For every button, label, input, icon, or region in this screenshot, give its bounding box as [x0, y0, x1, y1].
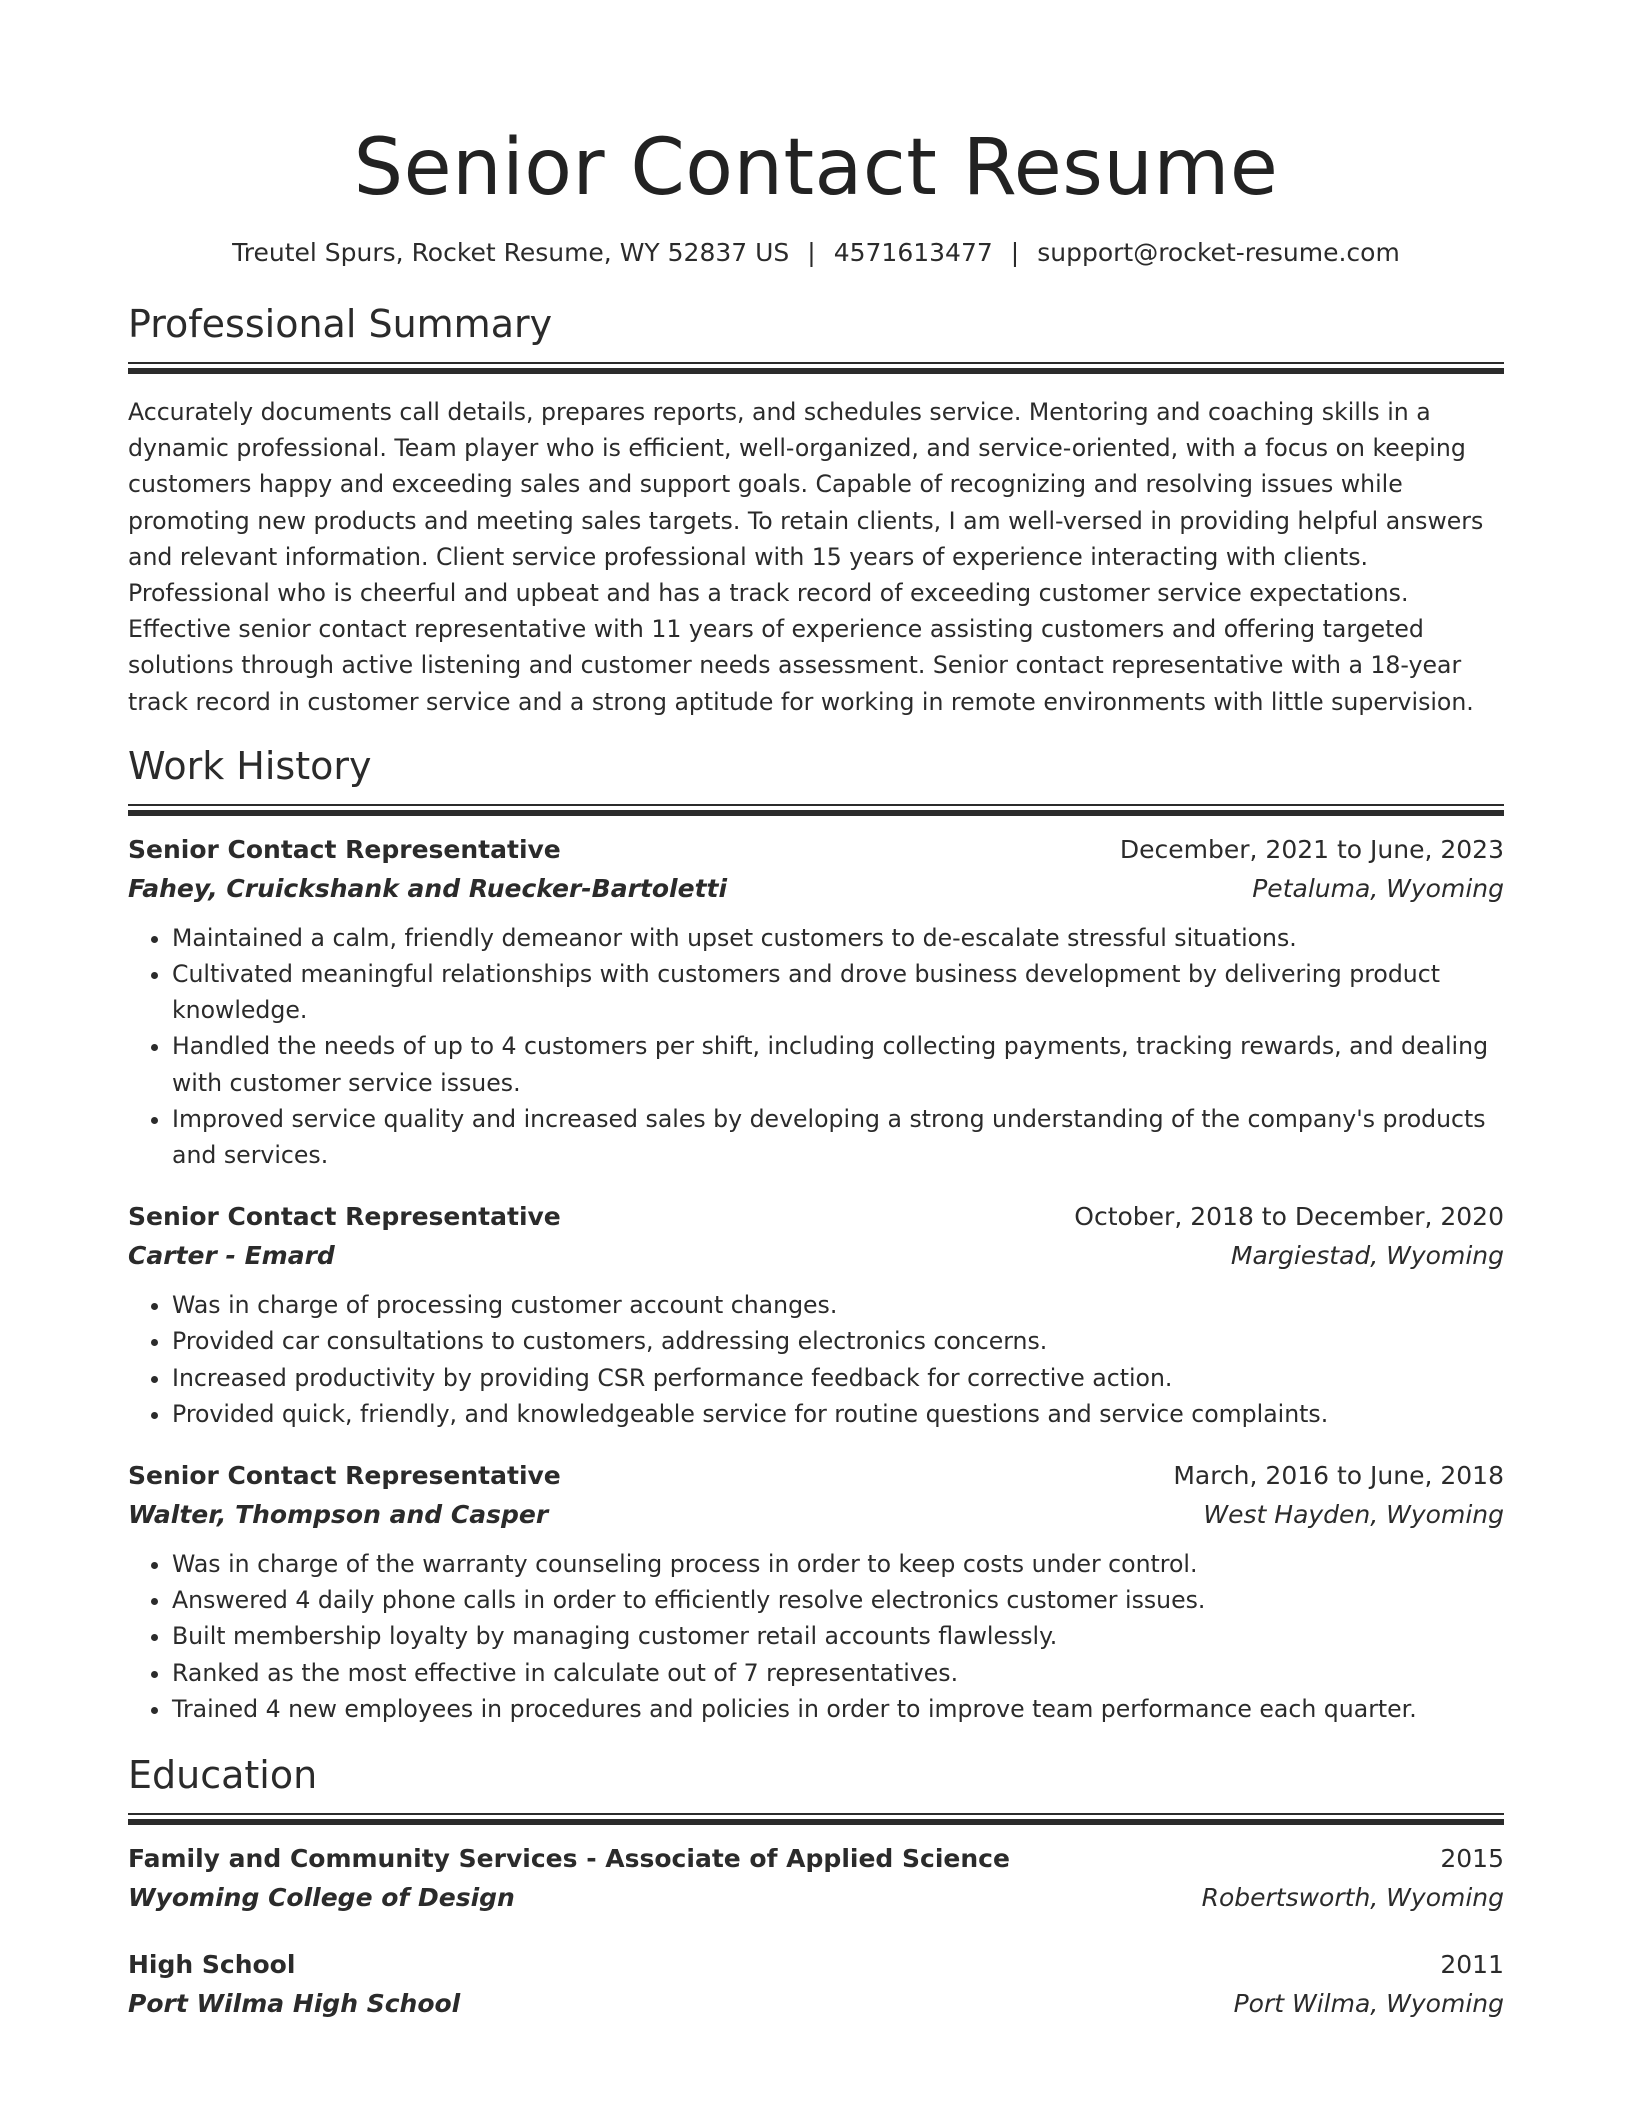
job-header-row — [128, 1456, 1504, 1496]
list-item: • Increased productivity by providing CSR performance feedback for corrective action. — [172, 1360, 1504, 1396]
contact-address: Treutel Spurs, Rocket Resume, WY 52837 US — [232, 238, 790, 267]
job-bullets — [128, 1546, 1504, 1727]
job-header-row — [128, 830, 1504, 870]
contact-separator: | — [807, 238, 816, 267]
education-header-row — [128, 1839, 1504, 1879]
job-dates: December, 2021 to June, 2023 — [1119, 834, 1504, 864]
job-dates: October, 2018 to December, 2020 — [1074, 1202, 1504, 1232]
education-location: Robertsworth, Wyoming — [1201, 1883, 1504, 1913]
list-item: • Provided quick, friendly, and knowledgeable service for routine questions and service complaints. — [172, 1396, 1504, 1432]
education-school-row — [128, 1985, 1504, 2023]
job-location: Petaluma, Wyoming — [1252, 873, 1504, 903]
list-item: • Was in charge of the warranty counseling process in order to keep costs under control. — [172, 1546, 1504, 1582]
education-year: 2015 — [1440, 1844, 1504, 1874]
summary-section — [128, 300, 1504, 720]
education-school: Port Wilma High School — [128, 1989, 461, 2019]
job-header-row — [128, 1197, 1504, 1237]
section-divider — [128, 804, 1504, 816]
list-item: • Provided car consultations to customers, addressing electronics concerns. — [172, 1323, 1504, 1359]
job-company: Carter - Emard — [128, 1241, 335, 1271]
job-company-row — [128, 1237, 1504, 1275]
education-section — [128, 1751, 1504, 2023]
job-dates: March, 2016 to June, 2018 — [1173, 1461, 1504, 1491]
list-item: • Maintained a calm, friendly demeanor with upset customers to de-escalate stressful situations. — [172, 920, 1504, 956]
section-divider — [128, 1813, 1504, 1825]
education-school-row — [128, 1879, 1504, 1917]
list-item: • Built membership loyalty by managing customer retail accounts flawlessly. — [172, 1618, 1504, 1654]
education-header-row — [128, 1945, 1504, 1985]
list-item: • Handled the needs of up to 4 customers per shift, including collecting payments, tracking rewards, and dealing with customer service issues. — [172, 1028, 1504, 1100]
contact-line — [128, 236, 1504, 270]
job-entry — [128, 830, 1504, 1173]
resume-name: Senior Contact Resume — [353, 123, 1279, 213]
job-company-row — [128, 870, 1504, 908]
resume-page — [128, 118, 1504, 2023]
job-company: Walter, Thompson and Casper — [128, 1500, 549, 1530]
list-item: • Answered 4 daily phone calls in order to efficiently resolve electronics customer issues. — [172, 1582, 1504, 1618]
list-item: • Ranked as the most effective in calculate out of 7 representatives. — [172, 1655, 1504, 1691]
education-entry — [128, 1945, 1504, 2023]
contact-phone: 4571613477 — [833, 238, 993, 267]
education-school: Wyoming College of Design — [128, 1883, 515, 1913]
job-company-row — [128, 1496, 1504, 1534]
education-year: 2011 — [1440, 1950, 1504, 1980]
job-entry — [128, 1197, 1504, 1432]
job-title: Senior Contact Representative — [128, 1461, 561, 1491]
job-bullets — [128, 1287, 1504, 1432]
summary-text: Accurately documents call details, prepares reports, and schedules service. Mentoring and coaching skills in a dynamic professional. Team player who is efficient, well-organized, and service-oriented, with a focus on keeping customers happy and exceeding sales and support goals. Capable of recognizing and resolving issues while promoting new products and meeting sales targets. To retain clients, I am well-versed in providing helpful answers and relevant information. Client service professional with 15 years of experience interacting with clients. Professional who is cheerful and upbeat and has a track record of exceeding customer service expectations. Effective senior contact representative with 11 years of experience assisting customers and offering targeted solutions through active listening and customer needs assessment. Senior contact representative with a 18-year track record in customer service and a strong aptitude for working in remote environments with little supervision. — [128, 398, 1484, 716]
work-heading: Work History — [128, 743, 372, 788]
list-item: • Was in charge of processing customer account changes. — [172, 1287, 1504, 1323]
job-company: Fahey, Cruickshank and Ruecker-Bartoletti — [128, 873, 728, 903]
job-title: Senior Contact Representative — [128, 834, 561, 864]
list-item: • Cultivated meaningful relationships with customers and drove business development by delivering product knowledge. — [172, 956, 1504, 1028]
education-heading: Education — [128, 1753, 318, 1798]
list-item: • Trained 4 new employees in procedures and policies in order to improve team performance each quarter. — [172, 1691, 1504, 1727]
list-item: • Improved service quality and increased sales by developing a strong understanding of the company's products and services. — [172, 1101, 1504, 1173]
job-location: West Hayden, Wyoming — [1203, 1500, 1504, 1530]
education-location: Port Wilma, Wyoming — [1233, 1989, 1504, 2019]
job-bullets — [128, 920, 1504, 1173]
section-divider — [128, 362, 1504, 374]
work-section — [128, 742, 1504, 1727]
education-entry — [128, 1839, 1504, 1917]
job-entry — [128, 1456, 1504, 1727]
contact-email: support@rocket-resume.com — [1037, 238, 1400, 267]
education-degree: Family and Community Services - Associate of Applied Science — [128, 1844, 1010, 1874]
summary-heading: Professional Summary — [128, 302, 553, 346]
contact-separator: | — [1010, 238, 1020, 267]
education-degree: High School — [128, 1950, 296, 1980]
job-location: Margiestad, Wyoming — [1230, 1241, 1504, 1271]
job-title: Senior Contact Representative — [128, 1202, 561, 1232]
